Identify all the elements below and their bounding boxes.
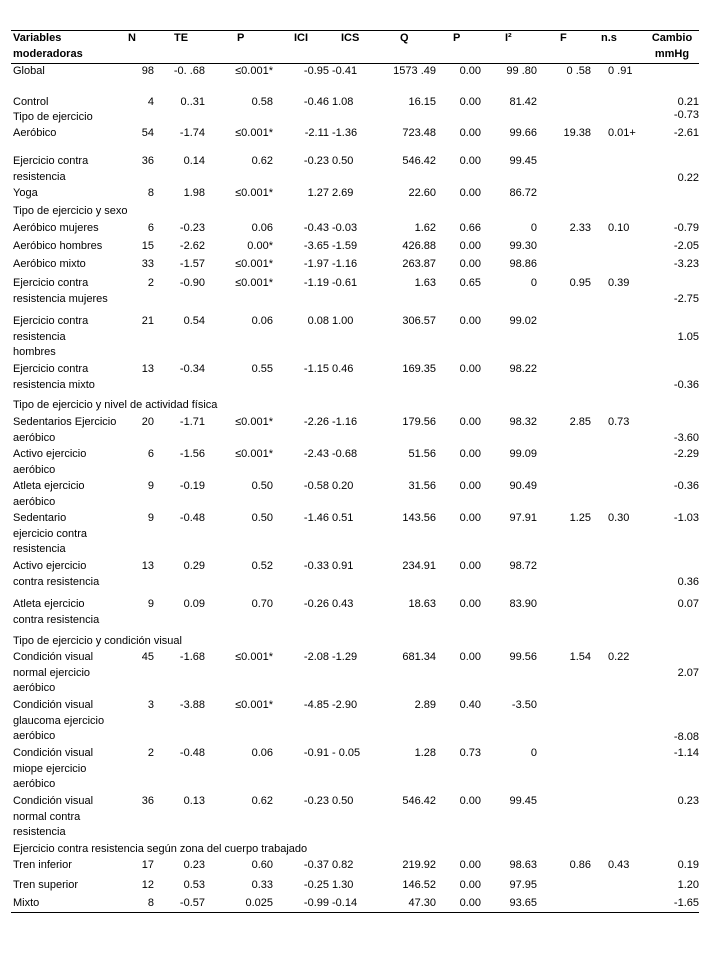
cell-te: -0.48 <box>179 512 205 524</box>
cell-ics: -0.61 <box>332 277 358 289</box>
cell-ici: -0.43 <box>303 222 329 234</box>
cell-q: 31.56 <box>408 480 436 492</box>
cell-n: 21 <box>141 315 154 327</box>
cell-cambio: -0.36 <box>673 379 699 391</box>
cell-ici: -1.15 <box>303 363 329 375</box>
cell-q: 22.60 <box>408 187 436 199</box>
cell-ici: -0.25 <box>303 879 329 891</box>
cell-ics: 0.51 <box>332 512 354 524</box>
section-heading: Ejercicio contra resistencia según zona del cuerpo trabajado <box>13 843 308 855</box>
cell-i2: 93.65 <box>509 897 537 909</box>
bottom-rule <box>11 912 699 913</box>
cell-ici: -2.11 <box>304 127 329 139</box>
cell-ns: 0.73 <box>608 416 630 428</box>
cell-te: 0.13 <box>183 795 205 807</box>
cell-variables: Aeróbico mujeres <box>13 222 99 234</box>
cell-p2: 0.00 <box>459 363 481 375</box>
cell-q: 146.52 <box>402 879 436 891</box>
cell-te: -1.57 <box>179 258 205 270</box>
cell-p: 0.00* <box>247 240 273 252</box>
cell-n: 3 <box>147 699 154 711</box>
cell-p2: 0.00 <box>459 480 481 492</box>
cell-i2: 0 <box>530 747 537 759</box>
cell-cambio: -2.61 <box>673 127 699 139</box>
cell-i2: 99.56 <box>509 651 537 663</box>
cell-i2: 98.72 <box>509 560 537 572</box>
cell-ics: -0.41 <box>332 65 358 77</box>
cell-q: 234.91 <box>402 560 436 572</box>
cell-ici: -0.26 <box>303 598 329 610</box>
cell-ici: -0.91 <box>303 747 329 759</box>
cell-p: 0.025 <box>245 897 273 909</box>
cell-q: 169.35 <box>402 363 436 375</box>
cell-ics: 1.08 <box>332 96 354 108</box>
cell-p: ≤0.001* <box>235 127 273 139</box>
cell-cambio: 0.23 <box>677 795 699 807</box>
cell-ics: -1.16 <box>332 416 358 428</box>
cell-p2: 0.65 <box>459 277 481 289</box>
cell-te: 0.09 <box>183 598 205 610</box>
cell-q: 723.48 <box>402 127 436 139</box>
cell-p2: 0.00 <box>459 448 481 460</box>
cell-variables: Mixto <box>13 897 40 909</box>
cell-ici: -0.95 <box>303 65 329 77</box>
cell-cambio: -2.05 <box>673 240 699 252</box>
cell-n: 45 <box>141 651 154 663</box>
cell-n: 9 <box>147 480 154 492</box>
cell-p2: 0.00 <box>459 127 481 139</box>
cell-cambio: 0.21 <box>677 96 699 108</box>
cell-ics: -1.29 <box>332 651 358 663</box>
cell-i2: 81.42 <box>509 96 537 108</box>
cell-p2: 0.00 <box>459 258 481 270</box>
cell-te: 0.23 <box>183 859 205 871</box>
cell-cambio: -1.03 <box>673 512 699 524</box>
cell-ici: -0.23 <box>303 795 329 807</box>
cell-p: ≤0.001* <box>235 416 273 428</box>
cell-p2: 0.00 <box>459 598 481 610</box>
cell-i2: 90.49 <box>509 480 537 492</box>
cell-ici: -0.58 <box>303 480 329 492</box>
cell-i2: 99.66 <box>509 127 537 139</box>
cell-ics: 2.69 <box>332 187 354 199</box>
header-ns: n.s <box>601 32 617 44</box>
cell-p: 0.60 <box>251 859 273 871</box>
cell-n: 33 <box>141 258 154 270</box>
cell-q: 143.56 <box>402 512 436 524</box>
cell-p2: 0.00 <box>459 65 481 77</box>
header-p: P <box>237 32 245 44</box>
cell-i2: 0 <box>530 222 537 234</box>
cell-n: 4 <box>147 96 154 108</box>
header-ici: ICI <box>294 32 309 44</box>
cell-cambio: 1.05 <box>677 331 699 343</box>
cell-q: 18.63 <box>408 598 436 610</box>
cell-f: 2.33 <box>569 222 591 234</box>
cell-p2: 0.00 <box>459 416 481 428</box>
cell-q: 16.15 <box>408 96 436 108</box>
cell-p: ≤0.001* <box>235 448 273 460</box>
cell-ns: 0.30 <box>608 512 630 524</box>
cell-ici: 0.08 <box>307 315 329 327</box>
cell-ics: -1.16 <box>332 258 358 270</box>
header-variables: Variables moderadoras <box>13 32 83 60</box>
cell-te: -3.88 <box>179 699 205 711</box>
cell-ics: 0.50 <box>332 795 354 807</box>
cell-te: 0.54 <box>183 315 205 327</box>
cell-i2: -3.50 <box>511 699 537 711</box>
cell-n: 8 <box>147 187 154 199</box>
header-n: N <box>128 32 136 44</box>
cell-ns: 0 .91 <box>608 65 633 77</box>
cell-ics: 1.30 <box>332 879 354 891</box>
cell-variables: Condición visual normal contra resistencia <box>13 795 94 838</box>
cell-te: -0.57 <box>179 897 205 909</box>
cell-p2: 0.00 <box>459 315 481 327</box>
cell-ici: -2.26 <box>303 416 329 428</box>
cell-variables: Tren inferior <box>13 859 72 871</box>
cell-n: 6 <box>147 448 154 460</box>
cell-n: 20 <box>141 416 154 428</box>
cell-i2: 0 <box>530 277 537 289</box>
cell-i2: 99.30 <box>509 240 537 252</box>
cell-variables: Ejercicio contra resistencia <box>13 155 89 183</box>
cell-ici: -0.99 <box>303 897 329 909</box>
cell-n: 54 <box>141 127 154 139</box>
cell-p2: 0.00 <box>459 859 481 871</box>
cell-te: 0.14 <box>183 155 205 167</box>
cell-n: 9 <box>147 512 154 524</box>
cell-ns: 0.39 <box>608 277 630 289</box>
cell-cambio: -0.73 <box>673 109 699 121</box>
cell-variables: Condición visual glaucoma ejercicio aeróbico <box>13 699 105 742</box>
cell-p: 0.62 <box>251 795 273 807</box>
cell-ici: -2.43 <box>303 448 329 460</box>
cell-variables: Ejercicio contra resistencia mujeres <box>13 277 108 305</box>
cell-ici: -2.08 <box>303 651 329 663</box>
cell-q: 263.87 <box>402 258 436 270</box>
cell-cambio: -2.29 <box>673 448 699 460</box>
cell-n: 98 <box>141 65 154 77</box>
cell-ns: 0.01+ <box>608 127 636 139</box>
cell-variables: Sedentario ejercicio contra resistencia <box>13 512 87 555</box>
cell-i2: 99.09 <box>509 448 537 460</box>
cell-te: -0. .68 <box>173 65 205 77</box>
cell-q: 546.42 <box>402 155 436 167</box>
cell-ici: -0.23 <box>303 155 329 167</box>
cell-te: -2.62 <box>179 240 205 252</box>
cell-q: 219.92 <box>402 859 436 871</box>
cell-ics: 0.50 <box>332 155 354 167</box>
cell-ics: -0.14 <box>332 897 358 909</box>
cell-p2: 0.00 <box>459 155 481 167</box>
cell-p: ≤0.001* <box>235 187 273 199</box>
cell-variables: Yoga <box>13 187 38 199</box>
cell-q: 681.34 <box>402 651 436 663</box>
cell-p: 0.62 <box>251 155 273 167</box>
cell-variables: Condición visual miope ejercicio aeróbico <box>13 747 94 790</box>
cell-q: 47.30 <box>408 897 436 909</box>
cell-p: 0.06 <box>251 222 273 234</box>
cell-i2: 99.45 <box>509 795 537 807</box>
cell-i2: 99 .80 <box>506 65 537 77</box>
cell-ics: 0.82 <box>332 859 354 871</box>
cell-te: -0.34 <box>179 363 205 375</box>
cell-i2: 99.02 <box>509 315 537 327</box>
cell-p: ≤0.001* <box>235 651 273 663</box>
cell-cambio: -0.79 <box>673 222 699 234</box>
cell-p2: 0.00 <box>459 651 481 663</box>
cell-te: -1.74 <box>179 127 205 139</box>
cell-i2: 97.95 <box>509 879 537 891</box>
cell-cambio: -8.08 <box>673 731 699 743</box>
cell-p2: 0.40 <box>459 699 481 711</box>
cell-p2: 0.00 <box>459 96 481 108</box>
cell-te: -1.68 <box>179 651 205 663</box>
cell-ici: -1.19 <box>303 277 329 289</box>
cell-cambio: 1.20 <box>677 879 699 891</box>
cell-n: 15 <box>141 240 154 252</box>
cell-i2: 98.63 <box>509 859 537 871</box>
cell-variables: Aeróbico <box>13 127 57 139</box>
cell-q: 51.56 <box>408 448 436 460</box>
cell-i2: 97.91 <box>509 512 537 524</box>
cell-p: 0.58 <box>251 96 273 108</box>
cell-ics: -1.59 <box>332 240 358 252</box>
cell-p2: 0.73 <box>459 747 481 759</box>
cell-ici: -0.33 <box>303 560 329 572</box>
cell-p: 0.70 <box>251 598 273 610</box>
cell-variables: Control <box>13 96 49 108</box>
cell-cambio: 0.36 <box>677 576 699 588</box>
cell-f: 19.38 <box>563 127 591 139</box>
cell-f: 0 .58 <box>566 65 591 77</box>
cell-ici: -1.46 <box>303 512 329 524</box>
cell-variables: Aeróbico mixto <box>13 258 86 270</box>
cell-p2: 0.00 <box>459 879 481 891</box>
cell-ici: -1.97 <box>303 258 329 270</box>
cell-cambio: 0.22 <box>677 172 699 184</box>
cell-n: 36 <box>141 795 154 807</box>
cell-cambio: 2.07 <box>677 667 699 679</box>
cell-p2: 0.00 <box>459 897 481 909</box>
cell-ici: -3.65 <box>303 240 329 252</box>
cell-ics: 0.46 <box>332 363 354 375</box>
table-header <box>11 31 699 63</box>
section-heading: Tipo de ejercicio <box>13 111 93 123</box>
cell-p2: 0.00 <box>459 240 481 252</box>
cell-p: 0.55 <box>251 363 273 375</box>
cell-p2: 0.00 <box>459 512 481 524</box>
header-i2: I² <box>505 32 512 44</box>
cell-n: 9 <box>147 598 154 610</box>
cell-p: ≤0.001* <box>235 699 273 711</box>
section-heading: Tipo de ejercicio y sexo <box>13 205 128 217</box>
cell-variables: Sedentarios Ejercicio aeróbico <box>13 416 117 444</box>
cell-ici: 1.27 <box>307 187 329 199</box>
cell-p: 0.50 <box>251 480 273 492</box>
cell-ics: -0.03 <box>332 222 358 234</box>
cell-n: 6 <box>147 222 154 234</box>
cell-p2: 0.00 <box>459 795 481 807</box>
cell-i2: 98.86 <box>509 258 537 270</box>
cell-q: 1573 .49 <box>393 65 436 77</box>
cell-q: 1.63 <box>414 277 436 289</box>
cell-q: 179.56 <box>402 416 436 428</box>
cell-n: 13 <box>141 560 154 572</box>
cell-i2: 83.90 <box>509 598 537 610</box>
cell-p: 0.33 <box>251 879 273 891</box>
cell-variables: Ejercicio contra resistencia hombres <box>13 315 89 358</box>
cell-te: -1.71 <box>179 416 205 428</box>
cell-te: -0.48 <box>179 747 205 759</box>
cell-te: 0.29 <box>183 560 205 572</box>
cell-f: 0.86 <box>569 859 591 871</box>
cell-p: ≤0.001* <box>235 65 273 77</box>
header-f: F <box>560 32 567 44</box>
cell-variables: Tren superior <box>13 879 79 891</box>
cell-ici: -0.46 <box>303 96 329 108</box>
cell-n: 8 <box>147 897 154 909</box>
cell-n: 17 <box>141 859 154 871</box>
cell-p: ≤0.001* <box>235 258 273 270</box>
cell-ics: 0.20 <box>332 480 354 492</box>
cell-n: 12 <box>141 879 154 891</box>
cell-n: 2 <box>147 747 154 759</box>
cell-q: 1.28 <box>414 747 436 759</box>
header-cambio: Cambio mmHg <box>651 32 693 60</box>
cell-f: 2.85 <box>569 416 591 428</box>
cell-ics: 1.00 <box>332 315 354 327</box>
cell-variables: Activo ejercicio aeróbico <box>13 448 87 476</box>
cell-variables: Condición visual normal ejercicio aeróbico <box>13 651 94 694</box>
cell-variables: Ejercicio contra resistencia mixto <box>13 363 95 391</box>
cell-te: -0.19 <box>179 480 205 492</box>
cell-q: 426.88 <box>402 240 436 252</box>
cell-te: 0.53 <box>183 879 205 891</box>
cell-cambio: -0.36 <box>673 480 699 492</box>
cell-te: -0.23 <box>179 222 205 234</box>
section-heading: Tipo de ejercicio y nivel de actividad física <box>13 399 218 411</box>
cell-ns: 0.10 <box>608 222 630 234</box>
cell-ici: -4.85 <box>303 699 329 711</box>
cell-te: 0..31 <box>180 96 205 108</box>
cell-ns: 0.43 <box>608 859 630 871</box>
cell-i2: 99.45 <box>509 155 537 167</box>
cell-cambio: -1.65 <box>673 897 699 909</box>
cell-variables: Activo ejercicio contra resistencia <box>13 560 100 588</box>
cell-te: -1.56 <box>179 448 205 460</box>
cell-f: 1.25 <box>569 512 591 524</box>
cell-variables: Atleta ejercicio aeróbico <box>13 480 85 508</box>
cell-variables: Global <box>13 65 45 77</box>
header-te: TE <box>174 32 189 44</box>
cell-cambio: -3.23 <box>673 258 699 270</box>
cell-ics: 0.91 <box>332 560 354 572</box>
cell-ics: - 0.05 <box>332 747 361 759</box>
cell-p2: 0.00 <box>459 560 481 572</box>
cell-cambio: -2.75 <box>673 293 699 305</box>
cell-variables: Atleta ejercicio contra resistencia <box>13 598 100 626</box>
cell-q: 546.42 <box>402 795 436 807</box>
cell-i2: 98.32 <box>509 416 537 428</box>
header-p2: P <box>453 32 461 44</box>
cell-ns: 0.22 <box>608 651 630 663</box>
cell-i2: 86.72 <box>509 187 537 199</box>
cell-q: 1.62 <box>414 222 436 234</box>
cell-i2: 98.22 <box>509 363 537 375</box>
header-ics: ICS <box>341 32 360 44</box>
cell-te: -0.90 <box>179 277 205 289</box>
cell-p: 0.52 <box>251 560 273 572</box>
cell-te: 1.98 <box>183 187 205 199</box>
cell-cambio: 0.19 <box>677 859 699 871</box>
cell-p: 0.06 <box>251 747 273 759</box>
section-heading: Tipo de ejercicio y condición visual <box>13 635 182 647</box>
cell-ics: -0.68 <box>332 448 358 460</box>
cell-f: 1.54 <box>569 651 591 663</box>
cell-n: 13 <box>141 363 154 375</box>
header-q: Q <box>400 32 409 44</box>
cell-p2: 0.66 <box>459 222 481 234</box>
cell-p: ≤0.001* <box>235 277 273 289</box>
cell-q: 2.89 <box>414 699 436 711</box>
cell-ics: -2.90 <box>332 699 358 711</box>
cell-p2: 0.00 <box>459 187 481 199</box>
cell-ici: -0.37 <box>303 859 329 871</box>
cell-p: 0.50 <box>251 512 273 524</box>
cell-cambio: -1.14 <box>673 747 699 759</box>
cell-ics: -1.36 <box>332 127 358 139</box>
cell-variables: Aeróbico hombres <box>13 240 103 252</box>
cell-cambio: 0.07 <box>677 598 699 610</box>
cell-f: 0.95 <box>569 277 591 289</box>
cell-q: 306.57 <box>402 315 436 327</box>
cell-cambio: -3.60 <box>673 432 699 444</box>
cell-ics: 0.43 <box>332 598 354 610</box>
cell-n: 36 <box>141 155 154 167</box>
cell-n: 2 <box>147 277 154 289</box>
cell-p: 0.06 <box>251 315 273 327</box>
